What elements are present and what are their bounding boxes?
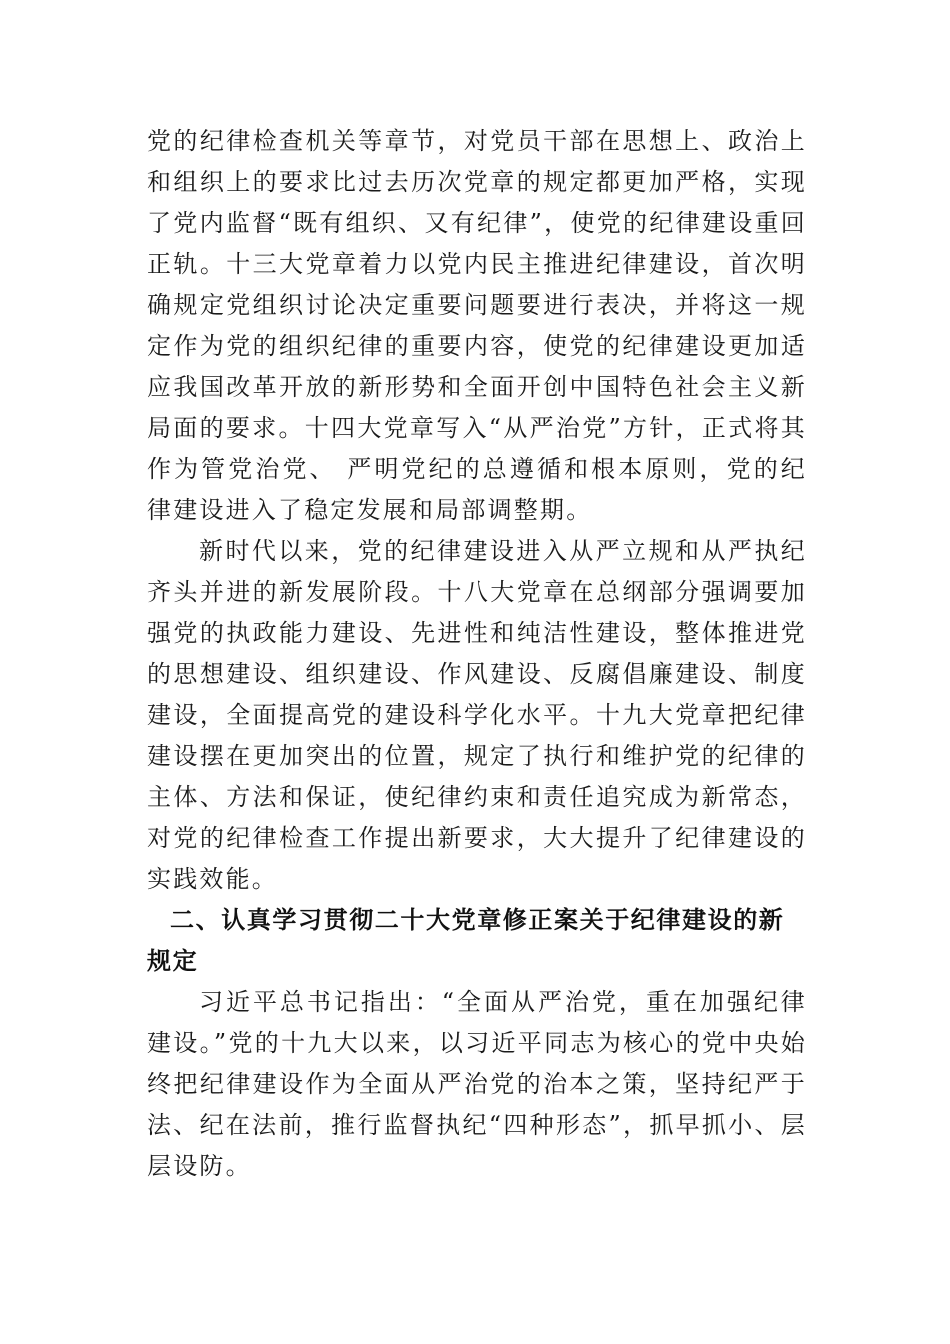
paragraph-new-era: 新时代以来，党的纪律建设进入从严立规和从严执纪齐头并进的新发展阶段。十八大党章在总纲部分强调要加强党的执政能力建设、先进性和纯洁性建设，整体推进党的思想建设、组织建设、作风建设、反腐倡廉建设、制度建设，全面提高党的建设科学化水平。十九大党章把纪律建设摆在更加突出的位置，规定了执行和维护党的纪律的主体、方法和保证，使纪律约束和责任追究成为新常态，对党的纪律检查工作提出新要求，大大提升了纪律建设的实践效能。 [147,537,807,893]
paragraph-party-constitution-history: 党的纪律检查机关等章节，对党员干部在思想上、政治上和组织上的要求比过去历次党章的规定都更加严格，实现了党内监督“既有组织、又有纪律”，使党的纪律建设重回正轨。十三大党章着力以党内民主推进纪律建设，首次明确规定党组织讨论决定重要问题要进行表决，并将这一规定作为党的组织纪律的重要内容，使党的纪律建设更加适应我国改革开放的新形势和全面开创中国特色社会主义新局面的要求。十四大党章写入“从严治党”方针，正式将其作为管党治党、 严明党纪的总遵循和根本原则，党的纪律建设进入了稳定发展和局部调整期。 [147,127,807,524]
section-heading-2: 二、认真学习贯彻二十大党章修正案关于纪律建设的新规定 [147,906,785,975]
document-body [147,121,807,1187]
paragraph-xi-quote: 习近平总书记指出：“全面从严治党，重在加强纪律建设。”党的十九大以来，以习近平同志为核心的党中央始终把纪律建设作为全面从严治党的治本之策，坚持纪严于法、纪在法前，推行监督执纪“四种形态”，抓早抓小、层层设防。 [147,988,807,1180]
